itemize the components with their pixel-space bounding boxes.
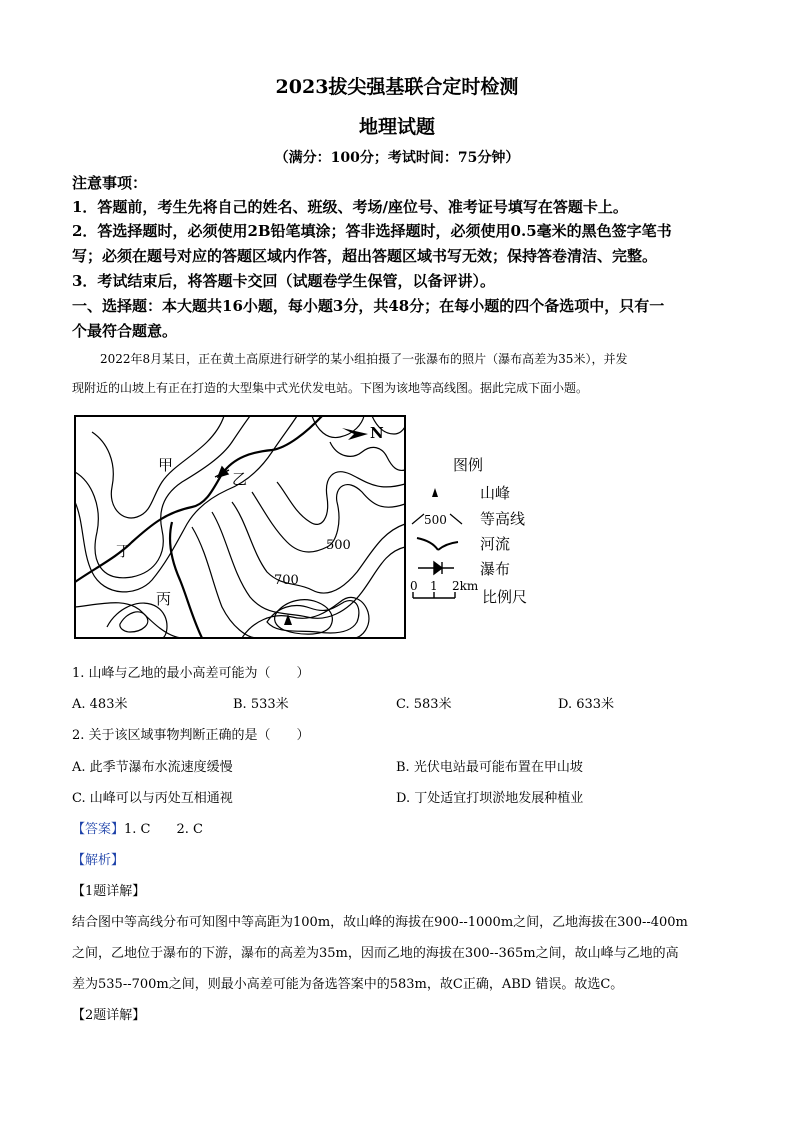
question-2-option-a: A. 此季节瀑布水流速度缓慢 bbox=[72, 760, 233, 775]
question-2-option-c: C. 山峰可以与丙处互相通视 bbox=[72, 791, 233, 806]
notice-item-1: 1．答题前，考生先将自己的姓名、班级、考场/座位号、准考证号填写在答题卡上。 bbox=[72, 198, 628, 216]
legend-river-label: 河流 bbox=[480, 535, 511, 553]
scale-tick-0: 0 bbox=[410, 579, 418, 593]
place-ding: 丁 bbox=[116, 542, 132, 560]
contour-line bbox=[212, 512, 405, 618]
q1-detail-line-1: 结合图中等高线分布可知图中等高距为100m，故山峰的海拔在900--1000m之间，乙地海拔在300--400m bbox=[72, 915, 688, 930]
place-jia: 甲 bbox=[158, 456, 174, 474]
answer-label: 【答案】 bbox=[72, 822, 125, 837]
legend-contour-label: 等高线 bbox=[480, 510, 526, 528]
question-1-stem: 1. 山峰与乙地的最小高差可能为（ ） bbox=[72, 666, 310, 681]
exam-title: 2023拔尖强基联合定时检测 bbox=[275, 76, 519, 98]
contour-line bbox=[232, 502, 405, 593]
contour-line bbox=[192, 527, 257, 638]
contour-line bbox=[275, 600, 333, 634]
place-yi: 乙 bbox=[232, 470, 248, 488]
question-1-option-c: C. 583米 bbox=[396, 697, 452, 712]
subject-title: 地理试题 bbox=[358, 116, 435, 138]
contour-line bbox=[277, 472, 405, 525]
intro-line-1: 2022年8月某日，正在黄土高原进行研学的某小组拍摄了一张瀑布的照片（瀑布高差为35米），并发 bbox=[100, 352, 628, 366]
contour-line bbox=[75, 416, 297, 592]
legend-peak-label: 山峰 bbox=[480, 484, 511, 502]
q1-detail-line-2: 之间，乙地位于瀑布的下游，瀑布的高差为35m，因而乙地的海拔在300--365m之间，故山峰与乙地的高 bbox=[72, 946, 679, 961]
contour-label-500: 500 bbox=[326, 538, 351, 553]
north-label: N bbox=[370, 424, 384, 442]
notice-item-2: 2．答选择题时，必须使用2B铅笔填涂；答非选择题时，必须使用0.5毫米的黑色签字笔书 bbox=[72, 222, 672, 240]
legend-river-icon bbox=[417, 538, 458, 550]
contour-map bbox=[72, 412, 552, 644]
question-1-option-d: D. 633米 bbox=[558, 697, 615, 712]
scale-tick-2: 2km bbox=[452, 579, 479, 593]
analysis-label: 【解析】 bbox=[72, 853, 125, 868]
legend-waterfall-icon bbox=[418, 562, 454, 574]
place-bing: 丙 bbox=[156, 590, 172, 608]
notice-item-3: 3．考试结束后，将答题卡交回（试题卷学生保管，以备评讲）。 bbox=[72, 272, 495, 290]
legend-scale-label: 比例尺 bbox=[482, 588, 528, 606]
q1-detail-heading: 【1题详解】 bbox=[72, 884, 146, 899]
q2-detail-heading: 【2题详解】 bbox=[72, 1008, 146, 1023]
notice-item-2-cont: 写；必须在题号对应的答题区域内作答，超出答题区域书写无效；保持答卷清洁、完整。 bbox=[72, 247, 658, 265]
map-frame bbox=[75, 416, 405, 638]
contour-label-700: 700 bbox=[274, 573, 299, 588]
notice-heading: 注意事项： bbox=[72, 174, 148, 192]
exam-meta: （满分：100分；考试时间：75分钟） bbox=[274, 150, 520, 166]
section-heading-1: 一、选择题：本大题共16小题，每小题3分，共48分；在每小题的四个备选项中，只有一 bbox=[72, 297, 665, 315]
legend-contour-sample: 500 bbox=[424, 513, 447, 527]
question-2-stem: 2. 关于该区域事物判断正确的是（ ） bbox=[72, 728, 310, 743]
question-2-option-d: D. 丁处适宜打坝淤地发展种植业 bbox=[396, 791, 584, 806]
question-1-option-b: B. 533米 bbox=[233, 697, 289, 712]
intro-line-2: 现附近的山坡上有正在打造的大型集中式光伏发电站。下图为该地等高线图。据此完成下面小题。 bbox=[72, 381, 589, 395]
section-heading-2: 个最符合题意。 bbox=[72, 322, 178, 340]
answer-row bbox=[72, 818, 203, 837]
scale-tick-1: 1 bbox=[430, 579, 438, 593]
legend-peak-icon bbox=[432, 488, 438, 497]
legend-waterfall-label: 瀑布 bbox=[480, 560, 511, 578]
q1-detail-line-3: 差为535--700m之间，则最小高差可能为备选答案中的583m，故C正确，ABD 错误。故选C。 bbox=[72, 977, 624, 992]
river bbox=[170, 522, 202, 638]
question-2-option-b: B. 光伏电站最可能布置在甲山坡 bbox=[396, 760, 583, 775]
map-legend bbox=[410, 456, 527, 606]
question-1-option-a: A. 483米 bbox=[72, 697, 128, 712]
answer-text: 1. C 2. C bbox=[124, 822, 203, 837]
contour-line bbox=[120, 612, 148, 632]
legend-title: 图例 bbox=[453, 456, 484, 474]
contour-line bbox=[330, 442, 405, 470]
